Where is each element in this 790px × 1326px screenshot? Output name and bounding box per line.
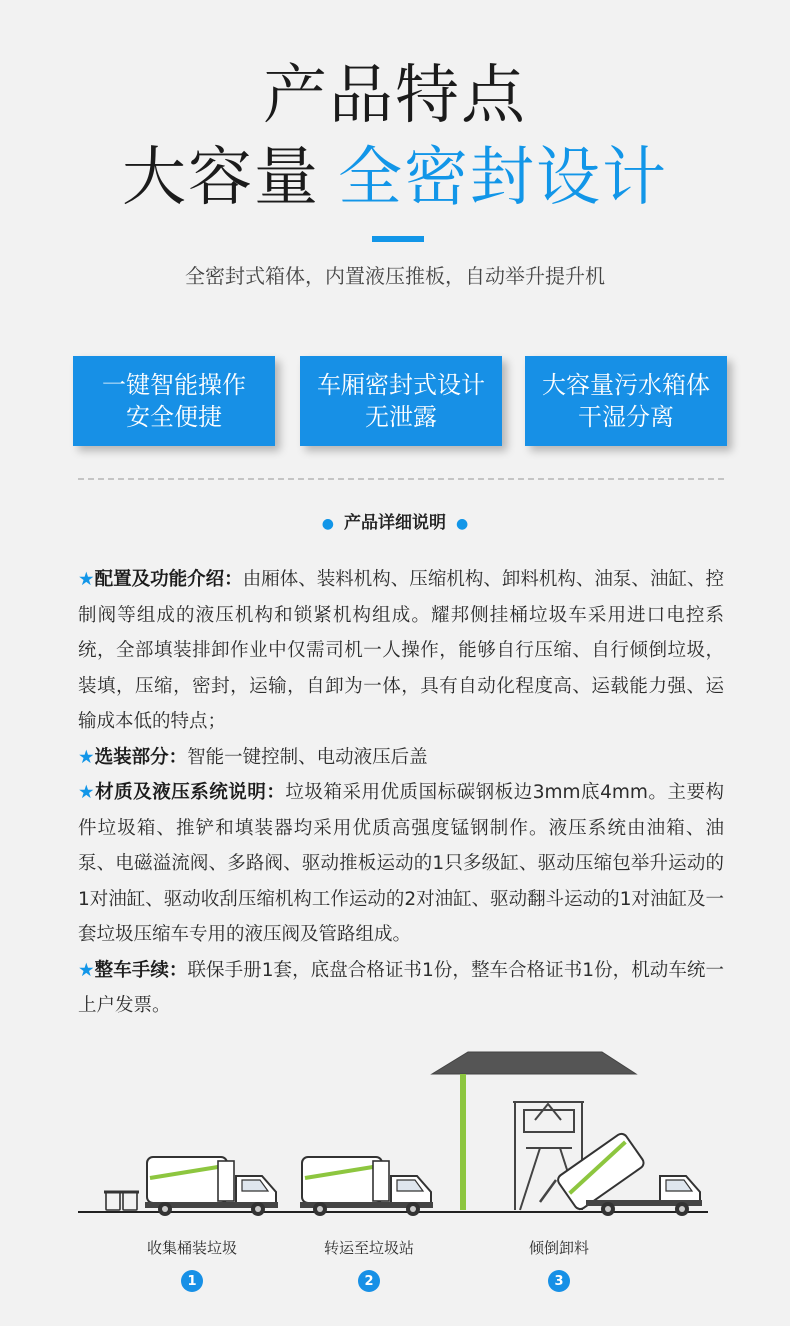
star-icon: ★ [78, 959, 95, 981]
feature-card-line2: 干湿分离 [578, 403, 674, 431]
step-1-number-badge: 1 [181, 1270, 203, 1292]
detail-paragraph [78, 562, 724, 740]
page-subtitle-heading [0, 140, 790, 216]
section-heading [0, 510, 790, 537]
star-icon: ★ [78, 746, 95, 768]
detail-label: 配置及功能介绍： [94, 569, 243, 590]
detail-label: 选装部分： [94, 746, 188, 768]
subtitle: 全密封式箱体，内置液压推板，自动举升提升机 [185, 264, 605, 288]
step-1-label: 收集桶装垃圾 [146, 1239, 237, 1257]
feature-card-line1: 车厢密封式设计 [317, 371, 485, 399]
garbage-truck-2-icon [300, 1157, 433, 1216]
detail-body: 智能一键控制、电动液压后盖 [187, 746, 428, 768]
step-2-label: 转运至垃圾站 [323, 1239, 414, 1257]
detail-body: 由厢体、装料机构、压缩机构、卸料机构、油泵、油缸、控制阀等组成的液压机构和锁紧机构组成。耀邦侧挂桶垃圾车采用进口电控系统，全部填装排卸作业中仅需司机一人操作，能够自行压缩、自行倾倒垃圾，装填，压缩，密封，运输，自卸为一体，具有自动化程度高、运载能力强、运输成本低的特点； [78, 569, 724, 732]
feature-card-line1: 一键智能操作 [102, 371, 246, 399]
feature-card-line1: 大容量污水箱体 [542, 371, 710, 399]
feature-card-3 [525, 356, 727, 446]
feature-card-line2: 无泄露 [365, 403, 437, 431]
detail-paragraph [78, 775, 724, 953]
heading-dark-text: 大容量 [122, 141, 320, 215]
accent-divider [372, 236, 424, 242]
step-2-number-badge: 2 [358, 1270, 380, 1292]
bullet-dot-icon: ● [321, 516, 334, 532]
feature-card-line2: 安全便捷 [126, 403, 222, 431]
detail-body: 联保手册1套，底盘合格证书1份，整车合格证书1份，机动车统一上户发票。 [78, 959, 724, 1016]
detail-body: 垃圾箱采用优质国标碳钢板边3mm底4mm。主要构件垃圾箱、推铲和填装器均采用优质高强度锰钢制作。液压系统由油箱、油泵、电磁溢流阀、多路阀、驱动推板运动的1只多级缸、驱动压缩包举升运动的1对油缸、驱动收刮压缩机构工作运动的2对油缸、驱动翻斗运动的1对油缸及一套垃圾压缩车专用的液压阀及管路组成。 [78, 782, 724, 945]
page-title: 产品特点 [263, 59, 527, 133]
section-heading-text: 产品详细说明 [344, 513, 446, 533]
step-3-label: 倾倒卸料 [528, 1239, 589, 1257]
feature-card-2 [300, 356, 502, 446]
tipping-truck-icon [540, 1132, 702, 1216]
star-icon: ★ [78, 569, 95, 590]
star-icon: ★ [78, 782, 96, 803]
detail-paragraph [78, 740, 724, 776]
detail-label: 整车手续： [94, 959, 188, 981]
process-illustration [0, 1040, 790, 1220]
feature-card-1 [73, 356, 275, 446]
heading-blue-text: 全密封设计 [338, 141, 668, 215]
detail-label: 材质及液压系统说明： [95, 782, 286, 803]
bullet-dot-icon: ● [456, 516, 469, 532]
garbage-truck-1-icon [145, 1157, 278, 1216]
detail-text-block [78, 562, 724, 1024]
garbage-bins-icon [104, 1192, 139, 1210]
dashed-divider [78, 478, 724, 480]
detail-paragraph [78, 953, 724, 1024]
step-3-number-badge: 3 [548, 1270, 570, 1292]
